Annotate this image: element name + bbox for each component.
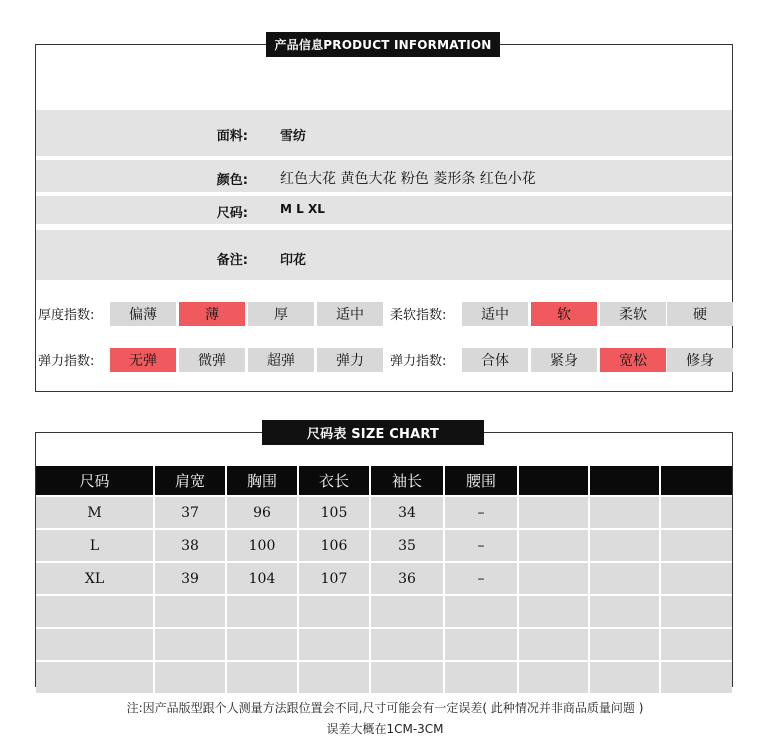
- table-cell: 104: [227, 561, 299, 594]
- info-row-fabric: [36, 110, 732, 156]
- table-cell: [661, 627, 732, 660]
- header-bust: 胸围: [227, 466, 299, 495]
- table-cell: –: [445, 528, 519, 561]
- fit-option: 宽松: [600, 348, 666, 372]
- table-cell: 107: [299, 561, 371, 594]
- table-cell: [371, 660, 445, 693]
- table-row: [36, 528, 732, 561]
- table-cell: [227, 627, 299, 660]
- fit-scale: [462, 348, 738, 372]
- table-cell: 106: [299, 528, 371, 561]
- note-label: 备注:: [216, 253, 248, 268]
- stretch-option: 微弹: [179, 348, 245, 372]
- table-cell: [445, 594, 519, 627]
- table-cell: [590, 660, 661, 693]
- table-cell: [519, 627, 590, 660]
- color-label: 颜色:: [216, 173, 248, 188]
- fit-option: 紧身: [531, 348, 597, 372]
- table-cell: 96: [227, 495, 299, 528]
- footer-note: 注:因产品版型跟个人测量方法跟位置会不同,尺寸可能会有一定误差( 此种情况并非商品质量问题 ): [126, 701, 644, 715]
- softness-label: 柔软指数:: [390, 308, 447, 323]
- size-table-header: [36, 466, 732, 495]
- table-cell: [227, 594, 299, 627]
- fit-option: 合体: [462, 348, 528, 372]
- stretch-label: 弹力指数:: [38, 354, 95, 369]
- thickness-option: 薄: [179, 302, 245, 326]
- fit-option: 修身: [667, 348, 733, 372]
- table-cell: [519, 594, 590, 627]
- stretch-option: 超弹: [248, 348, 314, 372]
- fabric-value: 雪纺: [280, 129, 307, 144]
- table-cell: 105: [299, 495, 371, 528]
- header-empty: [519, 466, 590, 495]
- table-cell: 39: [155, 561, 227, 594]
- table-cell: [519, 495, 590, 528]
- table-cell: [445, 627, 519, 660]
- footer-note-range: 误差大概在1CM-3CM: [326, 722, 444, 736]
- thickness-scale: [110, 302, 386, 326]
- note-value: 印花: [280, 253, 307, 268]
- table-cell: [590, 627, 661, 660]
- table-cell: [519, 561, 590, 594]
- fit-label: 弹力指数:: [390, 354, 447, 369]
- header-empty: [661, 466, 732, 495]
- header-empty: [590, 466, 661, 495]
- softness-scale: [462, 302, 738, 326]
- table-cell: [519, 528, 590, 561]
- stretch-option: 弹力: [317, 348, 383, 372]
- table-cell: [661, 561, 732, 594]
- info-row-size: [36, 196, 732, 224]
- thickness-label: 厚度指数:: [38, 308, 95, 323]
- table-cell: [590, 561, 661, 594]
- info-row-color: [36, 160, 732, 192]
- size-label: 尺码:: [216, 206, 248, 221]
- size-table: [36, 466, 732, 693]
- table-cell: 100: [227, 528, 299, 561]
- table-cell: 37: [155, 495, 227, 528]
- table-cell: [155, 627, 227, 660]
- table-cell: [590, 594, 661, 627]
- header-length: 衣长: [299, 466, 371, 495]
- table-cell: [661, 495, 732, 528]
- table-cell: [299, 594, 371, 627]
- softness-option: 硬: [667, 302, 733, 326]
- header-sleeve: 袖长: [371, 466, 445, 495]
- size-cell: [36, 594, 155, 627]
- table-cell: [227, 660, 299, 693]
- table-cell: [661, 528, 732, 561]
- thickness-option: 偏薄: [110, 302, 176, 326]
- table-cell: [590, 528, 661, 561]
- color-value: 红色大花 黄色大花 粉色 菱形条 红色小花: [280, 171, 536, 187]
- table-cell: 36: [371, 561, 445, 594]
- product-info-title: 产品信息PRODUCT INFORMATION: [266, 32, 500, 57]
- table-cell: [299, 627, 371, 660]
- size-cell: [36, 627, 155, 660]
- table-cell: [519, 660, 590, 693]
- table-cell: [155, 594, 227, 627]
- table-row: [36, 594, 732, 627]
- table-cell: [371, 594, 445, 627]
- table-cell: [590, 495, 661, 528]
- table-row: [36, 660, 732, 693]
- header-waist: 腰围: [445, 466, 519, 495]
- stretch-scale: [110, 348, 386, 372]
- size-cell: [36, 660, 155, 693]
- table-cell: [445, 660, 519, 693]
- thickness-option: 适中: [317, 302, 383, 326]
- table-row: [36, 495, 732, 528]
- table-cell: [299, 660, 371, 693]
- table-cell: –: [445, 561, 519, 594]
- table-row: [36, 627, 732, 660]
- size-cell: M: [36, 495, 155, 528]
- table-cell: 35: [371, 528, 445, 561]
- table-cell: [155, 660, 227, 693]
- table-cell: 38: [155, 528, 227, 561]
- header-size: 尺码: [36, 466, 155, 495]
- table-cell: –: [445, 495, 519, 528]
- size-chart-title: 尺码表 SIZE CHART: [262, 420, 484, 445]
- softness-option: 软: [531, 302, 597, 326]
- softness-option: 柔软: [600, 302, 666, 326]
- stretch-option: 无弹: [110, 348, 176, 372]
- table-cell: [371, 627, 445, 660]
- size-cell: XL: [36, 561, 155, 594]
- table-row: [36, 561, 732, 594]
- size-cell: L: [36, 528, 155, 561]
- fabric-label: 面料:: [216, 129, 248, 144]
- table-cell: [661, 660, 732, 693]
- table-cell: [661, 594, 732, 627]
- size-value: M L XL: [280, 202, 325, 216]
- header-shoulder: 肩宽: [155, 466, 227, 495]
- table-cell: 34: [371, 495, 445, 528]
- softness-option: 适中: [462, 302, 528, 326]
- thickness-option: 厚: [248, 302, 314, 326]
- info-row-note: [36, 230, 732, 280]
